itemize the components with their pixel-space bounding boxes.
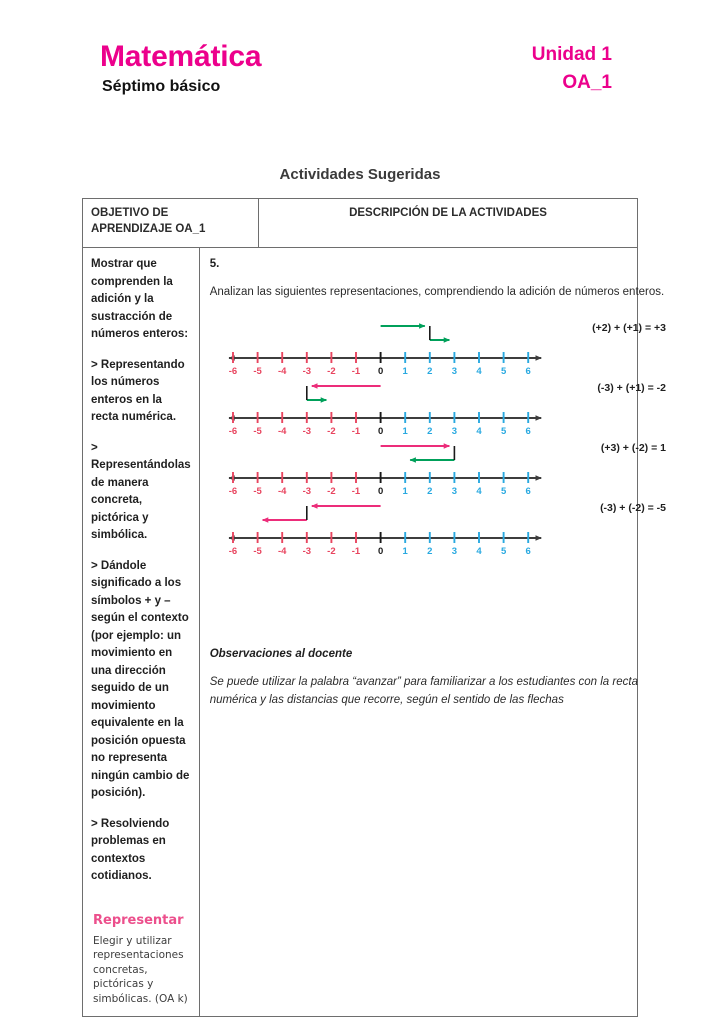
svg-text:-4: -4: [277, 486, 287, 495]
equation-label: (+3) + (-2) = 1: [600, 442, 666, 454]
section-title: Actividades Sugeridas: [279, 166, 441, 183]
activity-number: 5.: [209, 258, 220, 270]
svg-text:6: 6: [525, 426, 531, 435]
svg-text:5: 5: [500, 426, 506, 435]
svg-text:-2: -2: [326, 546, 336, 555]
equation-label: (-3) + (-2) = -5: [599, 502, 666, 514]
svg-text:-2: -2: [326, 486, 336, 495]
oa-code-label: OA_1: [562, 72, 612, 93]
svg-text:0: 0: [377, 486, 383, 495]
objective-paragraph: > Representándolas de manera concreta, pictórica y simbólica.: [91, 441, 191, 541]
svg-text:-2: -2: [326, 366, 336, 375]
observations-text: Se puede utilizar la palabra “avanzar” para familiarizar a los estudiantes con la recta numérica y las distancias que recorre, según el sentido de las flechas: [209, 676, 638, 706]
teacher-observations: [210, 646, 672, 709]
svg-text:-6: -6: [228, 546, 237, 555]
svg-text:-1: -1: [351, 426, 360, 435]
svg-text:-1: -1: [351, 486, 360, 495]
numberline-1: [210, 315, 672, 375]
svg-text:5: 5: [500, 546, 506, 555]
objective-paragraph: Mostrar que comprenden la adición y la sustracción de números enteros:: [91, 258, 189, 340]
description-cell: [200, 248, 682, 1016]
svg-text:-2: -2: [326, 426, 336, 435]
objective-paragraph: > Dándole significado a los símbolos + y – según el contexto (por ejemplo: un movimiento en una dirección seguido de un movimiento equivalente en la posición opuesta no representa ningún cambio de posición).: [91, 559, 190, 799]
page-header: [82, 40, 638, 120]
svg-text:0: 0: [377, 366, 383, 375]
svg-text:0: 0: [377, 546, 383, 555]
svg-text:3: 3: [451, 546, 457, 555]
equation-label: (+2) + (+1) = +3: [591, 322, 666, 334]
header-right-group: [532, 42, 612, 95]
subject-title: Matemática: [100, 40, 262, 73]
svg-text:6: 6: [525, 366, 531, 375]
svg-text:2: 2: [426, 486, 433, 495]
observations-title: Observaciones al docente: [209, 648, 353, 660]
table-header-row: [83, 199, 637, 248]
activities-table: [82, 198, 666, 1017]
svg-text:4: 4: [476, 546, 482, 555]
svg-text:-5: -5: [253, 366, 262, 375]
svg-text:-3: -3: [302, 426, 311, 435]
svg-text:5: 5: [500, 486, 506, 495]
svg-text:-5: -5: [253, 426, 262, 435]
table-body-row: [83, 248, 666, 1016]
svg-text:-3: -3: [302, 486, 311, 495]
svg-text:1: 1: [402, 486, 408, 495]
numberline-4: [210, 495, 672, 555]
activity-intro-text: Analizan las siguientes representaciones, comprendiendo la adición de números enteros.: [209, 286, 665, 298]
objective-cell: [83, 248, 200, 1016]
unit-label: Unidad 1: [531, 44, 612, 65]
svg-text:-1: -1: [351, 546, 360, 555]
svg-text:1: 1: [402, 366, 408, 375]
header-left-group: [100, 40, 261, 98]
svg-text:-5: -5: [253, 486, 262, 495]
svg-text:4: 4: [476, 426, 482, 435]
table-header-description: DESCRIPCIÓN DE LA ACTIVIDADES: [349, 207, 547, 219]
svg-text:-4: -4: [277, 366, 287, 375]
svg-text:2: 2: [426, 546, 433, 555]
objective-paragraph: > Resolviendo problemas en contextos cotidianos.: [91, 817, 170, 882]
svg-text:3: 3: [451, 426, 457, 435]
equation-label: (-3) + (+1) = -2: [597, 382, 666, 394]
svg-text:-6: -6: [228, 486, 237, 495]
svg-text:4: 4: [476, 366, 482, 375]
svg-text:-1: -1: [351, 366, 360, 375]
numberline-3: [210, 435, 672, 495]
svg-text:1: 1: [402, 546, 408, 555]
svg-text:2: 2: [426, 366, 433, 375]
svg-text:-6: -6: [228, 366, 237, 375]
svg-text:5: 5: [500, 366, 506, 375]
svg-text:4: 4: [476, 486, 482, 495]
subject-level: Séptimo básico: [102, 78, 221, 95]
svg-text:-3: -3: [302, 366, 311, 375]
numberline-diagrams: [210, 315, 672, 555]
svg-text:0: 0: [377, 426, 383, 435]
svg-text:-6: -6: [228, 426, 237, 435]
svg-text:3: 3: [451, 486, 457, 495]
svg-text:-3: -3: [302, 546, 311, 555]
competency-description: Elegir y utilizar representaciones concretas, pictóricas y simbólicas. (OA k): [93, 934, 188, 1005]
table-header-objective: OBJETIVO DE APRENDIZAJE OA_1: [83, 199, 259, 247]
svg-text:2: 2: [426, 426, 433, 435]
svg-text:-4: -4: [277, 426, 287, 435]
numberline-2: [210, 375, 672, 435]
svg-text:6: 6: [525, 486, 531, 495]
svg-text:3: 3: [451, 366, 457, 375]
objective-paragraph: > Representando los números enteros en la recta numérica.: [91, 358, 185, 423]
competency-box: [91, 912, 191, 1007]
svg-text:6: 6: [525, 546, 531, 555]
competency-title: Representar: [93, 912, 184, 928]
svg-text:-5: -5: [253, 546, 262, 555]
svg-text:1: 1: [402, 426, 408, 435]
svg-text:-4: -4: [277, 546, 287, 555]
